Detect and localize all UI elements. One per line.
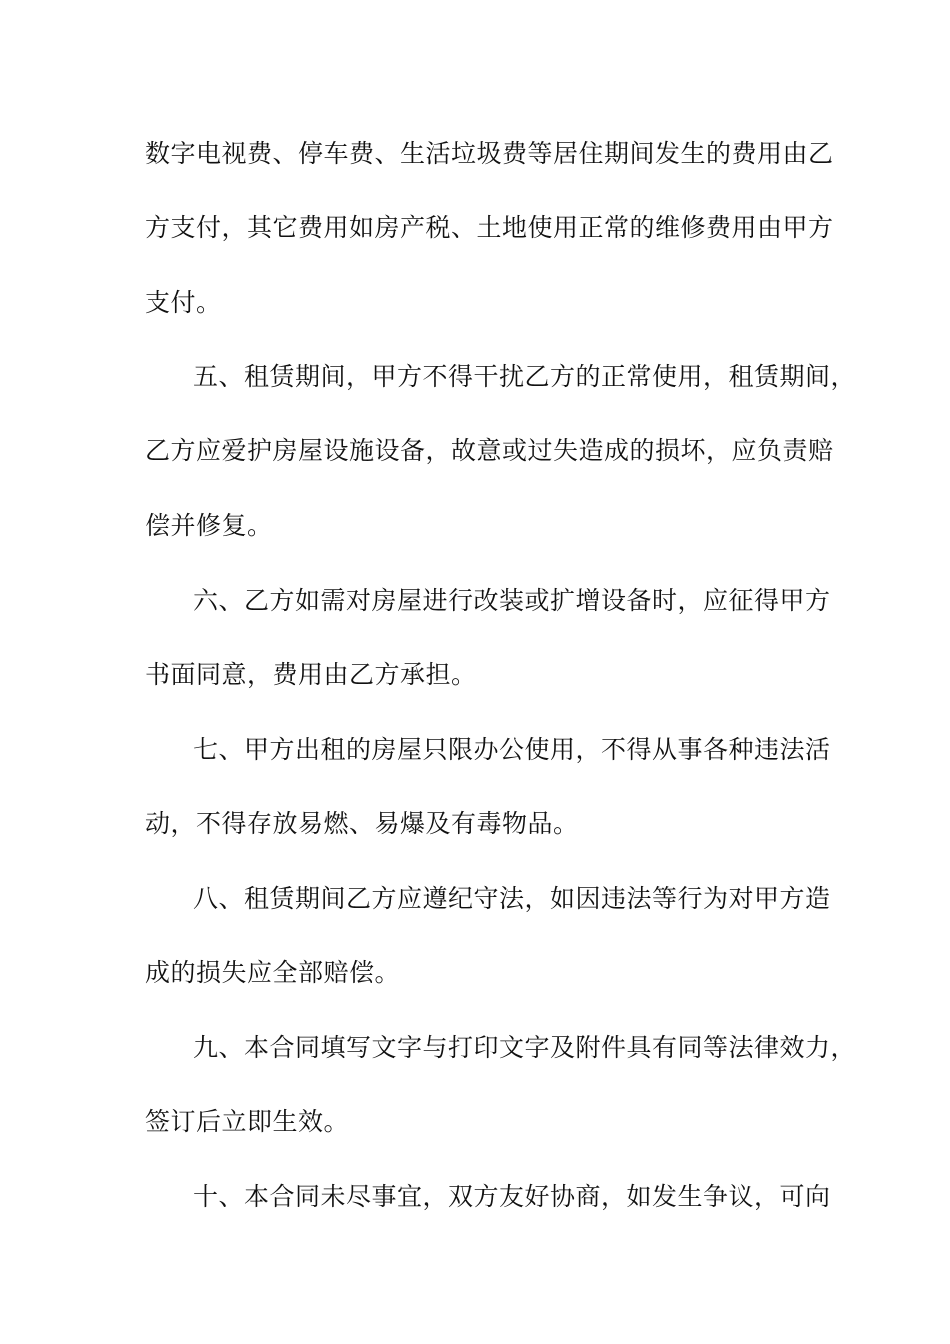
clause-6-line: 六、乙方如需对房屋进行改装或扩增设备时，应征得甲方 bbox=[193, 586, 831, 615]
clause-5-line: 五、租赁期间，甲方不得干扰乙方的正常使用，租赁期间， bbox=[193, 362, 857, 391]
clause-9-line: 九、本合同填写文字与打印文字及附件具有同等法律效力， bbox=[193, 1033, 857, 1062]
text-line: 数字电视费、停车费、生活垃圾费等居住期间发生的费用由乙 bbox=[145, 139, 834, 168]
text-line: 书面同意，费用由乙方承担。 bbox=[145, 660, 477, 689]
text-line: 动，不得存放易燃、易爆及有毒物品。 bbox=[145, 809, 579, 838]
clause-10-line: 十、本合同未尽事宜，双方友好协商，如发生争议，可向 bbox=[193, 1182, 831, 1211]
clause-8-line: 八、租赁期间乙方应遵纪守法，如因违法等行为对甲方造 bbox=[193, 884, 831, 913]
text-line: 方支付，其它费用如房产税、土地使用正常的维修费用由甲方 bbox=[145, 213, 834, 242]
clause-7-line: 七、甲方出租的房屋只限办公使用，不得从事各种违法活 bbox=[193, 735, 831, 764]
text-line: 成的损失应全部赔偿。 bbox=[145, 958, 401, 987]
text-line: 签订后立即生效。 bbox=[145, 1107, 350, 1136]
text-line: 乙方应爱护房屋设施设备，故意或过失造成的损坏，应负责赔 bbox=[145, 436, 834, 465]
text-line: 支付。 bbox=[145, 288, 222, 317]
text-line: 偿并修复。 bbox=[145, 511, 273, 540]
